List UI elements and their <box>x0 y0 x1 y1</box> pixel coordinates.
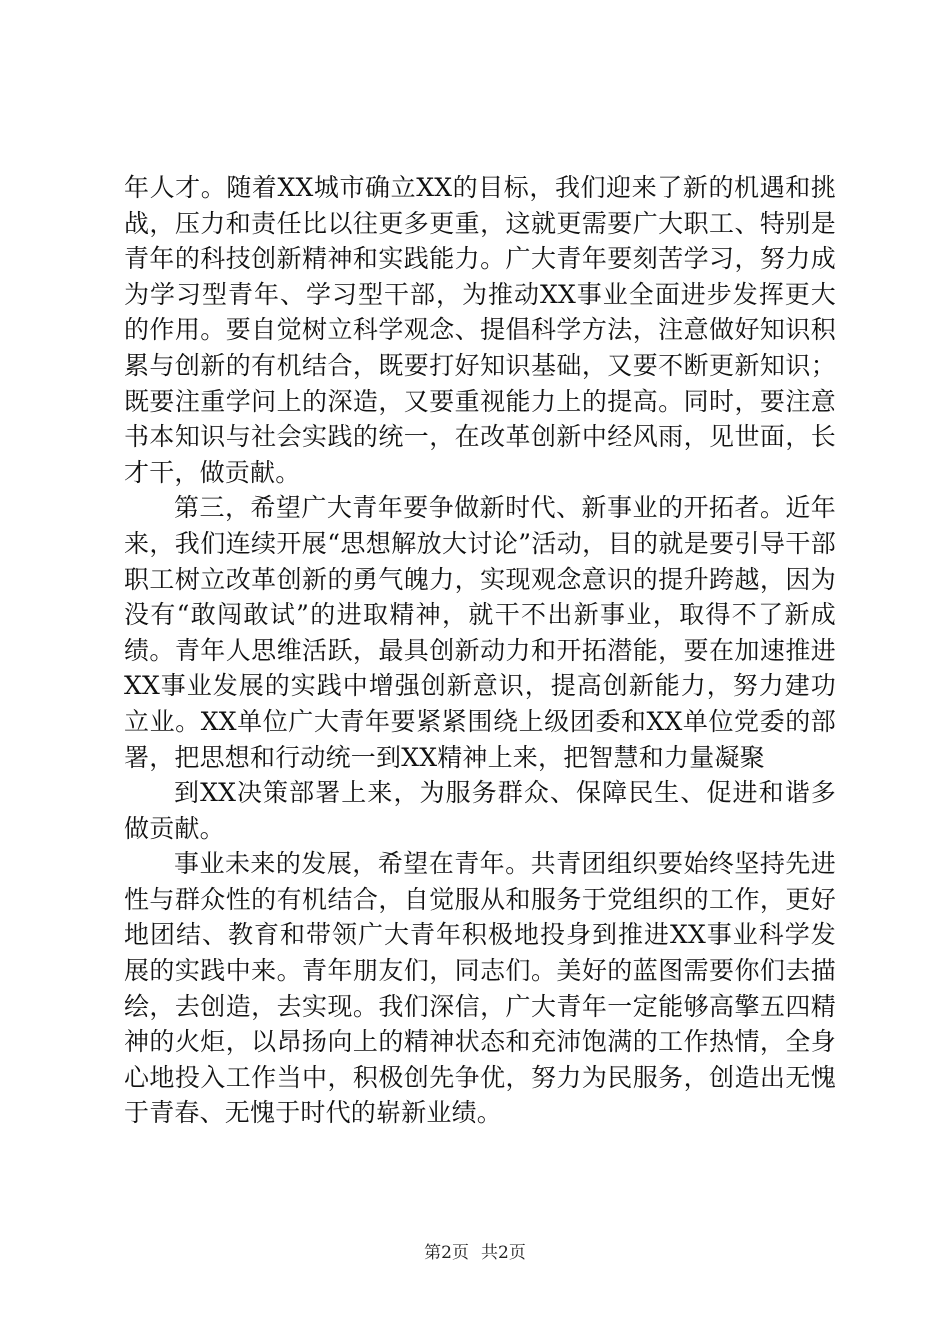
page-footer <box>0 1242 950 1264</box>
page-total: 共2页 <box>481 1243 526 1263</box>
paragraph-4: 事业未来的发展，希望在青年。共青团组织要始终坚持先进性与群众性的有机结合，自觉服从和服务于党组织的工作，更好地团结、教育和带领广大青年积极地投身到推进XX事业科学发展的实践中来。青年朋友们，同志们。美好的蓝图需要你们去描绘，去创造，去实现。我们深信，广大青年一定能够高擎五四精神的火炬，以昂扬向上的精神状态和充沛饱满的工作热情，全身心地投入工作当中，积极创先争优，努力为民服务，创造出无愧于青春、无愧于时代的崭新业绩。 <box>124 849 836 1128</box>
paragraph-1: 年人才。随着XX城市确立XX的目标，我们迎来了新的机遇和挑战，压力和责任比以往更多更重，这就更需要广大职工、特别是青年的科技创新精神和实践能力。广大青年要刻苦学习，努力成为学习型青年、学习型干部，为推动XX事业全面进步发挥更大的作用。要自觉树立科学观念、提倡科学方法，注意做好知识积累与创新的有机结合，既要打好知识基础，又要不断更新知识；既要注重学问上的深造，又要重视能力上的提高。同时，要注意书本知识与社会实践的统一，在改革创新中经风雨，见世面，长才干，做贡献。 <box>124 173 836 487</box>
paragraph-3: 到XX决策部署上来，为服务群众、保障民生、促进和谐多做贡献。 <box>124 778 836 843</box>
document-body <box>124 170 836 1131</box>
page-number: 第2页 <box>424 1243 469 1263</box>
paragraph-2: 第三，希望广大青年要争做新时代、新事业的开拓者。近年来，我们连续开展“思想解放大讨论”活动，目的就是要引导干部职工树立改革创新的勇气魄力，实现观念意识的提升跨越，因为没有“敢闯敢试”的进取精神，就干不出新事业，取得不了新成绩。青年人思维活跃，最具创新动力和开拓潜能，要在加速推进XX事业发展的实践中增强创新意识，提高创新能力，努力建功立业。XX单位广大青年要紧紧围绕上级团委和XX单位党委的部署，把思想和行动统一到XX精神上来，把智慧和力量凝聚 <box>124 493 836 772</box>
